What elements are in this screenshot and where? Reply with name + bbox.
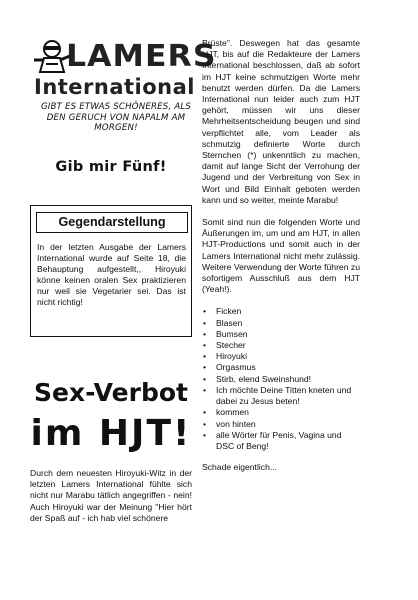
right-column xyxy=(202,38,360,484)
article-paragraph-1: Brüste". Deswegen hat das gesamte HJT, bis auf die Redakteure der Lamers International beschlossen, daß ab sofort im HJT keine schmutzigen Worte mehr benutzt werden dürfen. Da die Lamers International nun leider auch zum HJT gehört, müssen wir uns dieser Mehrheitsentscheidung beugen und sind verpflichtet alle, vom Leader als schmutzig definierte Worte durch Sternchen (*) unkenntlich zu machen, damit auf lange Sicht der Verrohung der Jugend und der Verbreitung von Sex in Wort und Bild Einhalt geboten werden kann und so weiter, meinte Marabu! xyxy=(202,38,360,205)
list-item: • Ficken xyxy=(202,306,360,317)
headline-im-hjt: im HJT! xyxy=(30,413,192,454)
list-item: • Stecher xyxy=(202,340,360,351)
gegendarstellung-text: In der letzten Ausgabe der Lamers International wurde auf Seite 18, die Behauptung aufgestellt,, Hiroyuki könne keinen oralen Sex praktizieren nur weil sie Vegetarier sei. Das ist nicht richtig! xyxy=(37,242,186,307)
article-intro: Durch dem neuesten Hiroyuki-Witz in der letzten Lamers International fühlte sich nicht nur Marabu tätlich angegriffen - nein! Auch Hiroyuki war der Meinung "Hier hört der Spaß auf - ich hab viel schönere xyxy=(30,468,192,523)
headline-sex-verbot: Sex-Verbot xyxy=(34,378,188,407)
logo-slogan: GIBT ES ETWAS SCHÖNERES, ALS DEN GERUCH VON NAPALM AM MORGEN! xyxy=(40,102,192,133)
list-item: • Stirb, elend Sweinshund! xyxy=(202,374,360,385)
list-item: • Hiroyuki xyxy=(202,351,360,362)
list-item: • kommen xyxy=(202,407,360,418)
list-item: • von hinten xyxy=(202,419,360,430)
article-paragraph-2: Somit sind nun die folgenden Worte und Äußerungen im, um und am HJT, in allen HJT-Productions und somit auch in der Lamers International nicht mehr zulässig. Weitere Verwendung der Worte führen zu sofortigem Ausschluß aus dem HJT (Yeah!). xyxy=(202,217,360,295)
list-item: • Bumsen xyxy=(202,329,360,340)
list-item: • Blasen xyxy=(202,318,360,329)
list-item: • alle Wörter für Penis, Vagina und DSC of Beng! xyxy=(202,430,360,452)
article-closing: Schade eigentlich... xyxy=(202,462,278,473)
list-item: • Ich möchte Deine Titten kneten und dabei zu Jesus beten! xyxy=(202,385,360,407)
gegendarstellung-box xyxy=(30,205,192,337)
gegendarstellung-title: Gegendarstellung xyxy=(36,212,188,233)
logo-title: LAMERS xyxy=(66,39,217,74)
gib-mir-fuenf-heading: Gib mir Fünf! xyxy=(55,159,167,175)
list-item: • Orgasmus xyxy=(202,362,360,373)
banned-words-list xyxy=(202,306,360,452)
logo-subtitle: International xyxy=(34,75,196,99)
